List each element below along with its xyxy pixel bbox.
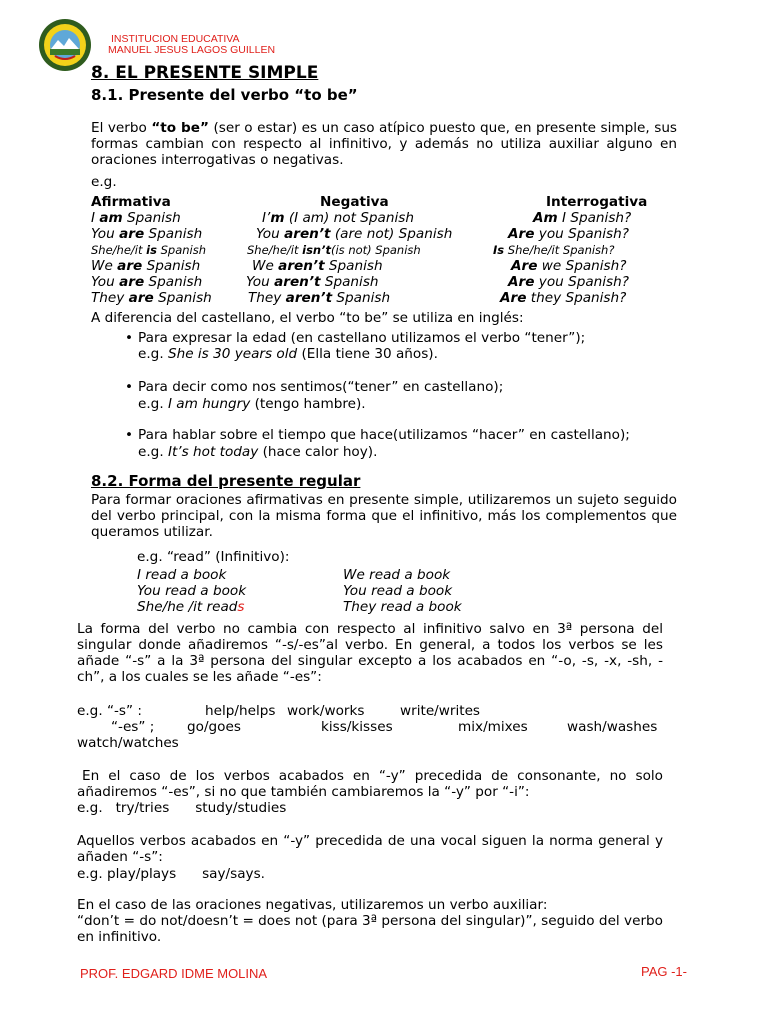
aff-row-5: You are Spanish (91, 274, 203, 290)
read-right-1: We read a book (343, 567, 451, 583)
diff-paragraph: A diferencia del castellano, el verbo “to be” se utiliza en inglés: (91, 310, 524, 326)
neg-row-4: We aren’t Spanish (252, 258, 383, 274)
regular-paragraph: Para formar oraciones afirmativas en presente simple, utilizaremos un sujeto seguido del verbo principal, con la misma forma que el infinitivo, más los complementos que queramos utilizar. (91, 492, 677, 540)
bullet-feelings-example: e.g. I am hungry (tengo hambre). (138, 396, 366, 412)
negative-paragraph-2: “don’t = do not/doesn’t = does not (para 3ª persona del singular)”, seguido del verbo en infinitivo. (77, 913, 663, 945)
eg-label: e.g. (91, 174, 117, 190)
col-afirmativa: Afirmativa (91, 194, 171, 210)
int-row-1: Am I Spanish? (533, 210, 632, 226)
eg-es-4: wash/washes (567, 719, 658, 735)
int-row-5: Are you Spanish? (508, 274, 629, 290)
int-row-4: Are we Spanish? (511, 258, 627, 274)
footer-page-number: PAG -1- (641, 964, 687, 979)
read-right-2: You read a book (343, 583, 453, 599)
vowel-paragraph: Aquellos verbos acabados en “-y” precedida de una vocal siguen la norma general y añaden “-s”: (77, 833, 663, 865)
negative-paragraph-1: En el caso de las oraciones negativas, utilizaremos un verbo auxiliar: (77, 897, 548, 913)
institution-line2: MANUEL JESUS LAGOS GUILLEN (108, 44, 276, 56)
footer-author: PROF. EDGARD IDME MOLINA (80, 966, 268, 981)
y-example: e.g. try/tries study/studies (77, 800, 287, 816)
vowel-example: e.g. play/plays say/says. (77, 866, 266, 882)
read-left-1: I read a book (137, 567, 227, 583)
eg-es-label: “-es” ; (111, 719, 155, 735)
intro-paragraph: El verbo “to be” (ser o estar) es un caso atípico puesto que, en presente simple, sus formas cambian con respecto al infinitivo, y además no utiliza auxiliar alguno en oraciones interrogativas o negativas. (91, 120, 678, 168)
aff-row-2: You are Spanish (91, 226, 203, 242)
int-row-3: Is She/he/it Spanish? (493, 243, 615, 257)
bullet-weather: • Para hablar sobre el tiempo que hace(utilizamos “hacer” en castellano); (125, 427, 630, 443)
subsection-title-regular: 8.2. Forma del presente regular (91, 472, 361, 490)
neg-row-2: You aren’t (are not) Spanish (256, 226, 453, 242)
eg-es-1: go/goes (187, 719, 241, 735)
read-left-2: You read a book (137, 583, 247, 599)
y-paragraph: En el caso de los verbos acabados en “-y” precedida de consonante, no solo añadiremos “-es”, si no que también cambiaremos la “-y” por “-i”: (77, 768, 663, 800)
read-left-3: She/he /it reads (137, 599, 245, 615)
institution-line1: INSTITUCION EDUCATIVA (111, 33, 240, 45)
bullet-age: • Para expresar la edad (en castellano utilizamos el verbo “tener”); (125, 330, 585, 346)
school-logo-icon (38, 18, 92, 72)
bullet-feelings: • Para decir como nos sentimos(“tener” en castellano); (125, 379, 503, 395)
eg-es-2: kiss/kisses (321, 719, 393, 735)
aff-row-4: We are Spanish (91, 258, 201, 274)
read-eg: e.g. “read” (Infinitivo): (137, 549, 290, 565)
col-interrogativa: Interrogativa (546, 194, 648, 210)
aff-row-6: They are Spanish (91, 290, 212, 306)
bullet-weather-example: e.g. It’s hot today (hace calor hoy). (138, 444, 378, 460)
bullet-age-example: e.g. She is 30 years old (Ella tiene 30 años). (138, 346, 438, 362)
aff-row-1: I am Spanish (91, 210, 181, 226)
subsection-title-to-be: 8.1. Presente del verbo “to be” (91, 86, 358, 104)
page-title: 8. EL PRESENTE SIMPLE (91, 63, 319, 83)
eg-es-3: mix/mixes (458, 719, 528, 735)
eg-s-3: write/writes (400, 703, 481, 719)
eg-s-label: e.g. “-s” : (77, 703, 142, 719)
neg-row-6: They aren’t Spanish (248, 290, 391, 306)
eg-s-1: help/helps (205, 703, 276, 719)
eg-s-2: work/works (287, 703, 365, 719)
neg-row-1: I’m (I am) not Spanish (262, 210, 414, 226)
int-row-2: Are you Spanish? (508, 226, 629, 242)
forma-paragraph: La forma del verbo no cambia con respecto al infinitivo salvo en 3ª persona del singular donde añadiremos “-s/-es”al verbo. En general, a todos los verbos se les añade “-s” a la 3ª persona del singular excepto a los acabados en “-o, -s, -x, -sh, -ch”, a los cuales se les añade “-es”: (77, 621, 663, 685)
read-right-3: They read a book (343, 599, 462, 615)
neg-row-5: You aren’t Spanish (246, 274, 379, 290)
eg-es-5: watch/watches (77, 735, 179, 751)
neg-row-3: She/he/it isn’t(is not) Spanish (247, 243, 421, 257)
col-negativa: Negativa (320, 194, 389, 210)
aff-row-3: She/he/it is Spanish (91, 243, 207, 257)
int-row-6: Are they Spanish? (500, 290, 627, 306)
